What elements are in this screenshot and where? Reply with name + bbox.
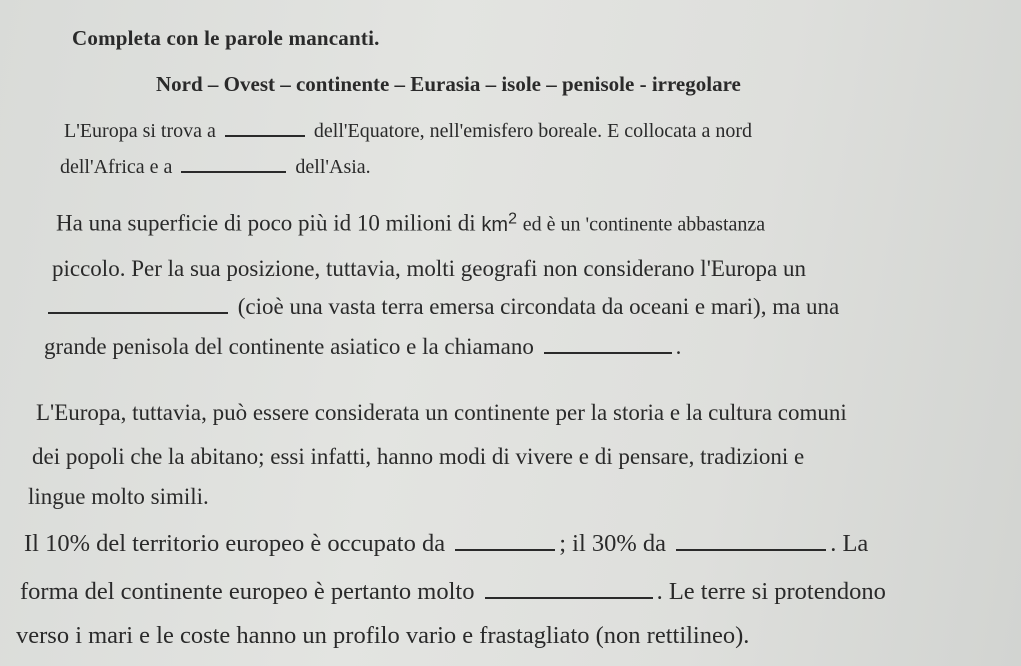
text: grande penisola del continente asiatico e la chiamano (44, 334, 534, 359)
text: . Le terre si protendono (656, 578, 886, 605)
paragraph-1-line-2 (60, 156, 371, 179)
paragraph-2-line-4 (44, 334, 681, 360)
paragraph-2-line-3 (48, 294, 839, 320)
text: . (675, 334, 682, 359)
unit-km2: $km^2$ (481, 210, 517, 236)
paragraph-4-line-3: verso i mari e le coste hanno un profilo vario e frastagliato (non rettilineo). (16, 622, 750, 649)
text: L'Europa si trova a (64, 120, 216, 142)
paragraph-4-line-1 (24, 530, 868, 558)
blank-7[interactable] (485, 597, 653, 599)
text: . La (830, 530, 869, 557)
paragraph-3-line-3: lingue molto simili. (28, 484, 209, 509)
blank-3[interactable] (48, 312, 228, 314)
paragraph-2-line-2: piccolo. Per la sua posizione, tuttavia, molti geografi non considerano l'Europa un (52, 256, 807, 281)
paragraph-3-line-1: L'Europa, tuttavia, può essere considerata un continente per la storia e la cultura comuni (36, 400, 847, 425)
paragraph-4-line-2 (20, 578, 886, 606)
text: Il 10% del territorio europeo è occupato da (24, 530, 446, 557)
paragraph-3-line-2: dei popoli che la abitano; essi infatti, hanno modi di vivere e di pensare, tradizioni e (32, 444, 805, 469)
blank-6[interactable] (676, 549, 826, 551)
text: dell'Equatore, nell'emisfero boreale. E collocata a nord (313, 120, 753, 142)
paragraph-1-line-1 (64, 120, 752, 143)
text: forma del continente europeo è pertanto molto (20, 578, 475, 605)
exercise-title: Completa con le parole mancanti. (72, 26, 380, 50)
text: ed è un 'continente abbastanza (522, 213, 766, 236)
blank-5[interactable] (455, 549, 555, 551)
text: dell'Africa e a (60, 156, 173, 178)
text: Ha una superficie di poco più id 10 milioni di (56, 210, 476, 236)
text: ; il 30% da (559, 530, 667, 557)
text: dell'Asia. (295, 156, 371, 178)
text: (cioè una vasta terra emersa circondata da oceani e mari), ma una (237, 294, 840, 319)
blank-1[interactable] (225, 135, 305, 137)
word-bank: Nord – Ovest – continente – Eurasia – isole – penisole - irregolare (156, 72, 741, 96)
blank-4[interactable] (544, 352, 672, 354)
paragraph-2-line-1 (56, 210, 765, 237)
blank-2[interactable] (181, 171, 286, 173)
